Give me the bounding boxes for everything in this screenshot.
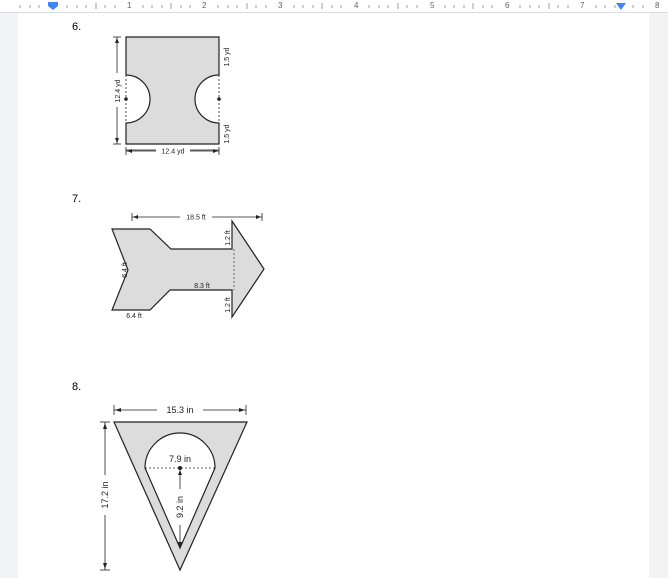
ruler-number: 8 bbox=[655, 1, 660, 10]
right-indent-marker bbox=[616, 3, 626, 10]
figure-7-arrow bbox=[106, 209, 276, 324]
ruler-ticks bbox=[0, 0, 668, 12]
figure-8-triangle-cone bbox=[94, 401, 264, 577]
left-indent-marker bbox=[48, 2, 58, 10]
ruler-number: 6 bbox=[505, 1, 510, 10]
ruler-number: 7 bbox=[580, 1, 585, 10]
ruler-number: 1 bbox=[127, 1, 132, 10]
ruler-number: 2 bbox=[202, 1, 207, 10]
fig8-diameter-label: 7.9 in bbox=[168, 454, 192, 464]
fig6-bottom-gap-label: 1.5 yd bbox=[224, 124, 231, 144]
fig7-tail-height-label: 6.4 ft bbox=[122, 262, 129, 278]
figure-6-annotations bbox=[106, 31, 256, 161]
fig7-length-label: 18.5 ft bbox=[186, 214, 206, 222]
document-page[interactable] bbox=[18, 13, 649, 578]
question-6-number: 6. bbox=[72, 21, 82, 33]
left-gutter bbox=[0, 13, 18, 578]
ruler-number: 4 bbox=[354, 1, 359, 10]
right-gutter bbox=[649, 13, 668, 578]
ruler-number: 3 bbox=[278, 1, 283, 10]
fig7-shaft-label: 8.3 ft bbox=[194, 283, 210, 290]
shape-7 bbox=[112, 221, 264, 317]
fig7-bottom-notch-label: 1.2 ft bbox=[225, 297, 232, 313]
fig6-top-gap-label: 1.5 yd bbox=[224, 47, 231, 67]
fig8-inner-height-label: 9.2 in bbox=[175, 495, 185, 519]
question-7-number: 7. bbox=[72, 193, 82, 205]
fig8-top-width-label: 15.3 in bbox=[166, 405, 194, 415]
fig8-height-label: 17.2 in bbox=[100, 481, 110, 509]
fig7-top-notch-label: 1.2 ft bbox=[225, 230, 232, 246]
horizontal-ruler[interactable] bbox=[0, 0, 668, 13]
fig6-width-label: 12.4 yd bbox=[161, 148, 185, 156]
question-8-number: 8. bbox=[72, 381, 82, 393]
fig6-height-label: 12.4 yd bbox=[115, 79, 122, 103]
ruler-number: 5 bbox=[430, 1, 435, 10]
fig7-tail-width-label: 6.4 ft bbox=[126, 313, 142, 320]
